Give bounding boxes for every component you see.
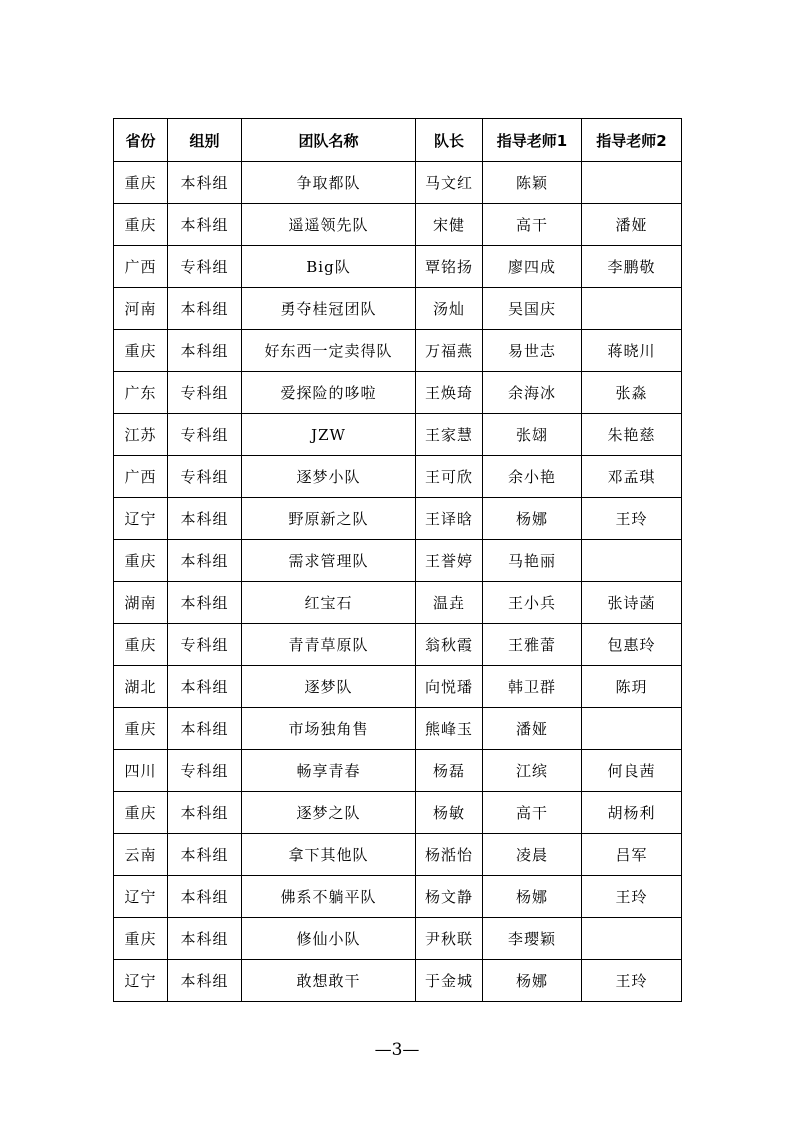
- province-cell: 辽宁: [114, 876, 168, 918]
- table-row: [114, 330, 682, 372]
- advisor-1-cell: 凌晨: [483, 834, 582, 876]
- advisor-2-cell: 胡杨利: [582, 792, 682, 834]
- advisor-2-cell: [582, 918, 682, 960]
- group-cell: 本科组: [168, 288, 242, 330]
- advisor-2-cell: 潘娅: [582, 204, 682, 246]
- team-name-cell: 争取都队: [242, 162, 416, 204]
- captain-cell: 马文红: [416, 162, 483, 204]
- team-name-cell: 逐梦队: [242, 666, 416, 708]
- table-row: [114, 540, 682, 582]
- group-cell: 本科组: [168, 960, 242, 1002]
- group-cell: 本科组: [168, 666, 242, 708]
- header-advisor-2: 指导老师2: [582, 119, 682, 162]
- team-name-cell: 逐梦小队: [242, 456, 416, 498]
- table-row: [114, 708, 682, 750]
- team-name-cell: 佛系不躺平队: [242, 876, 416, 918]
- team-name-cell: 需求管理队: [242, 540, 416, 582]
- province-cell: 重庆: [114, 540, 168, 582]
- group-cell: 专科组: [168, 750, 242, 792]
- advisor-1-cell: 余小艳: [483, 456, 582, 498]
- table-row: [114, 876, 682, 918]
- table-row: [114, 918, 682, 960]
- province-cell: 重庆: [114, 918, 168, 960]
- captain-cell: 向悦璠: [416, 666, 483, 708]
- advisor-2-cell: [582, 540, 682, 582]
- team-name-cell: 青青草原队: [242, 624, 416, 666]
- group-cell: 专科组: [168, 372, 242, 414]
- team-name-cell: 爱探险的哆啦: [242, 372, 416, 414]
- captain-cell: 杨文静: [416, 876, 483, 918]
- advisor-2-cell: 吕军: [582, 834, 682, 876]
- advisor-2-cell: 邓孟琪: [582, 456, 682, 498]
- province-cell: 河南: [114, 288, 168, 330]
- advisor-2-cell: 张淼: [582, 372, 682, 414]
- captain-cell: 覃铭扬: [416, 246, 483, 288]
- advisor-1-cell: 王雅蕾: [483, 624, 582, 666]
- advisor-1-cell: 易世志: [483, 330, 582, 372]
- advisor-1-cell: 吴国庆: [483, 288, 582, 330]
- table-row: [114, 624, 682, 666]
- advisor-2-cell: 何良茜: [582, 750, 682, 792]
- province-cell: 江苏: [114, 414, 168, 456]
- group-cell: 专科组: [168, 456, 242, 498]
- table-row: [114, 162, 682, 204]
- captain-cell: 翁秋霞: [416, 624, 483, 666]
- table-row: [114, 834, 682, 876]
- advisor-1-cell: 王小兵: [483, 582, 582, 624]
- team-name-cell: 遥遥领先队: [242, 204, 416, 246]
- captain-cell: 于金城: [416, 960, 483, 1002]
- province-cell: 重庆: [114, 792, 168, 834]
- advisor-2-cell: 朱艳慈: [582, 414, 682, 456]
- table-row: [114, 288, 682, 330]
- group-cell: 本科组: [168, 792, 242, 834]
- province-cell: 重庆: [114, 204, 168, 246]
- table-row: [114, 372, 682, 414]
- table-body: [114, 162, 682, 1002]
- group-cell: 本科组: [168, 708, 242, 750]
- advisor-2-cell: [582, 288, 682, 330]
- table-row: [114, 204, 682, 246]
- table-row: [114, 582, 682, 624]
- province-cell: 广西: [114, 456, 168, 498]
- advisor-2-cell: 陈玥: [582, 666, 682, 708]
- captain-cell: 汤灿: [416, 288, 483, 330]
- header-advisor-1: 指导老师1: [483, 119, 582, 162]
- team-name-cell: 红宝石: [242, 582, 416, 624]
- advisor-1-cell: 李璎颖: [483, 918, 582, 960]
- advisor-2-cell: [582, 708, 682, 750]
- province-cell: 重庆: [114, 624, 168, 666]
- table-row: [114, 414, 682, 456]
- advisor-2-cell: 张诗菡: [582, 582, 682, 624]
- group-cell: 本科组: [168, 204, 242, 246]
- group-cell: 本科组: [168, 498, 242, 540]
- team-name-cell: 逐梦之队: [242, 792, 416, 834]
- group-cell: 本科组: [168, 918, 242, 960]
- province-cell: 湖南: [114, 582, 168, 624]
- province-cell: 广西: [114, 246, 168, 288]
- province-cell: 辽宁: [114, 960, 168, 1002]
- captain-cell: 王可欣: [416, 456, 483, 498]
- advisor-2-cell: 王玲: [582, 960, 682, 1002]
- province-cell: 四川: [114, 750, 168, 792]
- team-name-cell: JZW: [242, 414, 416, 456]
- captain-cell: 宋健: [416, 204, 483, 246]
- header-group: 组别: [168, 119, 242, 162]
- province-cell: 辽宁: [114, 498, 168, 540]
- table-row: [114, 960, 682, 1002]
- province-cell: 重庆: [114, 162, 168, 204]
- captain-cell: 杨磊: [416, 750, 483, 792]
- team-name-cell: 市场独角售: [242, 708, 416, 750]
- advisor-1-cell: 江缤: [483, 750, 582, 792]
- team-name-cell: 勇夺桂冠团队: [242, 288, 416, 330]
- group-cell: 本科组: [168, 330, 242, 372]
- advisor-2-cell: 李鹏敬: [582, 246, 682, 288]
- advisor-2-cell: [582, 162, 682, 204]
- advisor-1-cell: 潘娅: [483, 708, 582, 750]
- group-cell: 专科组: [168, 414, 242, 456]
- province-cell: 重庆: [114, 330, 168, 372]
- team-name-cell: Big队: [242, 246, 416, 288]
- captain-cell: 王家慧: [416, 414, 483, 456]
- advisor-1-cell: 张翃: [483, 414, 582, 456]
- team-name-cell: 野原新之队: [242, 498, 416, 540]
- advisor-1-cell: 余海冰: [483, 372, 582, 414]
- advisor-1-cell: 韩卫群: [483, 666, 582, 708]
- captain-cell: 熊峰玉: [416, 708, 483, 750]
- province-cell: 重庆: [114, 708, 168, 750]
- group-cell: 本科组: [168, 876, 242, 918]
- captain-cell: 王焕琦: [416, 372, 483, 414]
- group-cell: 本科组: [168, 582, 242, 624]
- header-province: 省份: [114, 119, 168, 162]
- header-team-name: 团队名称: [242, 119, 416, 162]
- advisor-1-cell: 马艳丽: [483, 540, 582, 582]
- captain-cell: 万福燕: [416, 330, 483, 372]
- advisor-1-cell: 杨娜: [483, 498, 582, 540]
- table-row: [114, 666, 682, 708]
- header-captain: 队长: [416, 119, 483, 162]
- advisor-1-cell: 杨娜: [483, 960, 582, 1002]
- table-row: [114, 246, 682, 288]
- captain-cell: 尹秋联: [416, 918, 483, 960]
- group-cell: 本科组: [168, 162, 242, 204]
- team-name-cell: 敢想敢干: [242, 960, 416, 1002]
- group-cell: 专科组: [168, 624, 242, 666]
- team-name-cell: 畅享青春: [242, 750, 416, 792]
- advisor-1-cell: 陈颖: [483, 162, 582, 204]
- advisor-2-cell: 王玲: [582, 498, 682, 540]
- team-name-cell: 修仙小队: [242, 918, 416, 960]
- captain-cell: 温垚: [416, 582, 483, 624]
- captain-cell: 杨敏: [416, 792, 483, 834]
- group-cell: 专科组: [168, 246, 242, 288]
- group-cell: 本科组: [168, 834, 242, 876]
- teams-table: [113, 118, 682, 1002]
- advisor-2-cell: 包惠玲: [582, 624, 682, 666]
- team-name-cell: 好东西一定卖得队: [242, 330, 416, 372]
- advisor-1-cell: 廖四成: [483, 246, 582, 288]
- province-cell: 湖北: [114, 666, 168, 708]
- captain-cell: 王誉婷: [416, 540, 483, 582]
- province-cell: 云南: [114, 834, 168, 876]
- advisor-1-cell: 高干: [483, 792, 582, 834]
- advisor-2-cell: 王玲: [582, 876, 682, 918]
- captain-cell: 王译晗: [416, 498, 483, 540]
- page-number: —3—: [374, 1040, 420, 1060]
- group-cell: 本科组: [168, 540, 242, 582]
- advisor-1-cell: 杨娜: [483, 876, 582, 918]
- table-row: [114, 792, 682, 834]
- advisor-2-cell: 蒋晓川: [582, 330, 682, 372]
- advisor-1-cell: 高干: [483, 204, 582, 246]
- header-row: [114, 119, 682, 162]
- province-cell: 广东: [114, 372, 168, 414]
- table-row: [114, 750, 682, 792]
- table-row: [114, 498, 682, 540]
- table-row: [114, 456, 682, 498]
- team-name-cell: 拿下其他队: [242, 834, 416, 876]
- captain-cell: 杨湉怡: [416, 834, 483, 876]
